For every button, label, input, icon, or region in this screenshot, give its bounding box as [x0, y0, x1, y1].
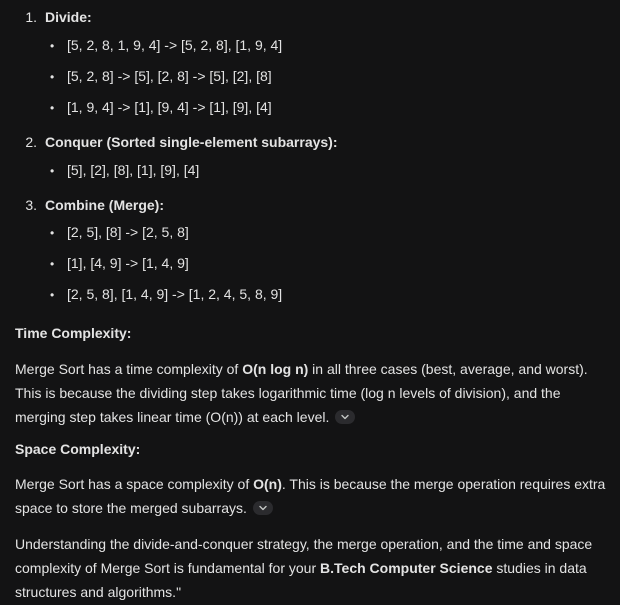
step-item — [15, 194, 610, 315]
steps-list — [15, 6, 610, 314]
step-item — [15, 131, 610, 190]
list-item-text: [1], [4, 9] -> [1, 4, 9] — [67, 255, 189, 272]
list-item-text: [5], [2], [8], [1], [9], [4] — [67, 161, 200, 178]
step-label: Divide: — [45, 9, 92, 25]
list-item — [15, 252, 610, 283]
list-item — [15, 283, 610, 314]
list-item — [15, 96, 610, 127]
step-number: 1. — [25, 9, 37, 25]
bullet-dot: • — [50, 288, 55, 303]
step-label: Combine (Merge): — [45, 196, 164, 213]
step-title — [15, 6, 610, 30]
paragraph-bold-text: O(n) — [253, 476, 282, 493]
conclusion-paragraph — [15, 533, 607, 604]
list-item — [15, 159, 610, 190]
bullet-dot: • — [50, 100, 55, 115]
chevron-down-icon — [341, 414, 349, 420]
step-title — [15, 194, 610, 218]
step-number: 3. — [25, 196, 37, 213]
step-title — [15, 131, 610, 155]
time-complexity-paragraph — [15, 358, 607, 429]
paragraph-bold-text: B.Tech Computer Science — [320, 559, 493, 576]
paragraph-bold-text: O(n log n) — [242, 361, 309, 378]
paragraph-text: . This is because the merge operation requires extra space to store the merged subarrays. — [15, 476, 606, 517]
bullet-dot: • — [50, 38, 55, 53]
space-complexity-paragraph — [15, 473, 607, 521]
source-chip-button[interactable] — [335, 410, 355, 424]
paragraph-text: Merge Sort has a time complexity of — [15, 361, 243, 378]
source-chip-button[interactable] — [253, 501, 273, 515]
list-item — [15, 65, 610, 96]
paragraph-text: Merge Sort has a space complexity of — [15, 476, 254, 493]
bullet-list — [15, 221, 610, 314]
bullet-dot: • — [50, 163, 55, 178]
list-item — [15, 34, 610, 65]
bullet-dot: • — [50, 69, 55, 84]
bullet-list — [15, 159, 610, 190]
list-item — [15, 221, 610, 252]
list-item-text: [2, 5], [8] -> [2, 5, 8] — [67, 224, 189, 241]
list-item-text: [5, 2, 8] -> [5], [2, 8] -> [5], [2], [8] — [67, 67, 272, 84]
chevron-down-icon — [259, 505, 267, 511]
step-label: Conquer (Sorted single-element subarrays): — [45, 133, 338, 150]
paragraph-text: Understanding the divide-and-conquer strategy, the merge operation, and the time and space complexity of Merge Sort is fundamental for your — [15, 535, 593, 576]
step-number: 2. — [25, 133, 37, 150]
list-item-text: [2, 5, 8], [1, 4, 9] -> [1, 2, 4, 5, 8, 9] — [67, 286, 283, 303]
bullet-list — [15, 34, 610, 127]
list-item-text: [5, 2, 8, 1, 9, 4] -> [5, 2, 8], [1, 9, 4] — [67, 36, 283, 53]
list-item-text: [1, 9, 4] -> [1], [9, 4] -> [1], [9], [4] — [67, 98, 272, 115]
space-complexity-heading: Space Complexity: — [15, 440, 141, 457]
paragraph-text: in all three cases (best, average, and worst). This is because the dividing step takes logarithmic time (log n levels of division), and the merging step takes linear time (O(n)) at each level. — [15, 361, 588, 425]
step-item — [15, 6, 610, 127]
bullet-dot: • — [50, 226, 55, 241]
bullet-dot: • — [50, 257, 55, 272]
paragraph-text: studies in data structures and algorithms." — [15, 559, 587, 600]
time-complexity-heading: Time Complexity: — [15, 325, 132, 342]
